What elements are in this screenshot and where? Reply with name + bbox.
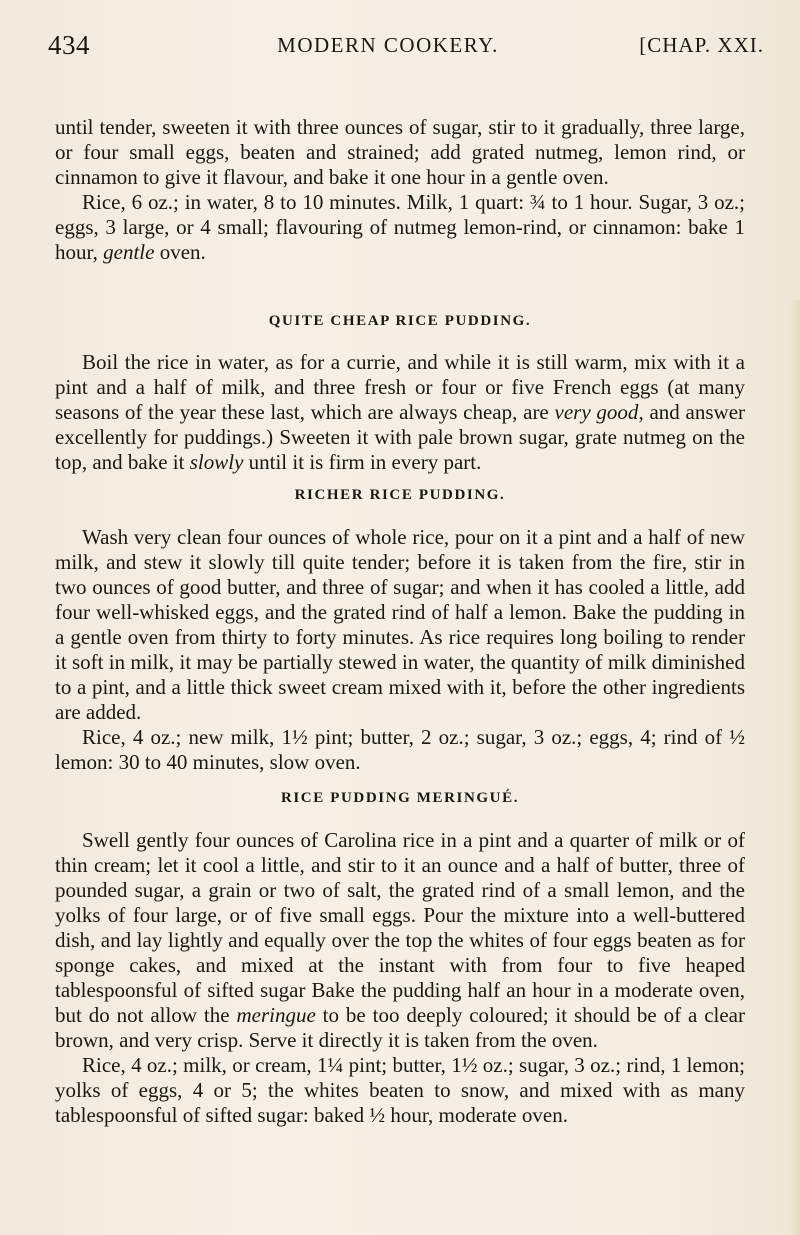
continued-recipe: [55, 115, 745, 265]
running-title: MODERN COOKERY.: [277, 33, 499, 57]
summary-emphasis: gentle: [103, 240, 155, 264]
recipe-body-richer: [55, 525, 745, 775]
recipe-summary: Rice, 4 oz.; milk, or cream, 1¼ pint; butter, 1½ oz.; sugar, 3 oz.; rind, 1 lemon; yolks of eggs, 4 or 5; the whites beaten to snow, and mixed with as many tablespoonsful of sifted sugar: baked ½ hour, moderate oven.: [55, 1053, 745, 1127]
recipe-rice-pudding-meringue: [55, 790, 745, 807]
running-header: [48, 30, 764, 70]
recipe-richer-rice-pudding: [55, 487, 745, 504]
recipe-quite-cheap-rice-pudding: [55, 313, 745, 330]
recipe-paragraph: [55, 350, 745, 475]
recipe-paragraph: [55, 828, 745, 1053]
paragraph-text: Swell gently four ounces of Carolina rice in a pint and a quarter of milk or of thin cream; let it cool a little, and stir to it an ounce and a half of butter, three of pounded sugar, a grain or two of salt, the grated rind of a small lemon, and the yolks of four large, or of five small eggs. Pour the mixture into a well-buttered dish, and lay lightly and equally over the top the whites of four eggs beaten as for sponge cakes, and mixed at the instant with from four to five heaped tablespoonsful of sifted sugar Bake the pudding half an hour in a moderate oven, but do not allow the: [55, 828, 745, 1027]
recipe-heading: QUITE CHEAP RICE PUDDING.: [268, 313, 532, 329]
recipe-heading: RICE PUDDING MERINGUÉ.: [280, 790, 520, 806]
recipe-paragraph: Wash very clean four ounces of whole rice, pour on it a pint and a half of new milk, and stew it slowly till quite tender; before it is taken from the fire, stir in two ounces of good butter, and three of sugar; and when it has cooled a little, add four well-whisked eggs, and the grated rind of half a lemon. Bake the pudding in a gentle oven from thirty to forty minutes. As rice requires long boiling to render it soft in milk, it may be partially stewed in water, the quantity of milk diminished to a pint, and a little thick sweet cream mixed with it, before the other ingredients are added.: [55, 525, 745, 724]
summary-text: Rice, 6 oz.; in water, 8 to 10 minutes. Milk, 1 quart: ¾ to 1 hour. Sugar, 3 oz.; eggs, 3 large, or 4 small; flavouring of nutmeg lemon-rind, or cinnamon: bake 1 hour,: [55, 190, 745, 264]
recipe-heading: RICHER RICE PUDDING.: [294, 487, 506, 503]
recipe-summary: Rice, 4 oz.; new milk, 1½ pint; butter, 2 oz.; sugar, 3 oz.; eggs, 4; rind of ½ lemon: 30 to 40 minutes, slow oven.: [55, 725, 745, 774]
paragraph-text: , and answer excellently for puddings.) Sweeten it with pale brown sugar, grate nutmeg on the top, and bake it: [55, 400, 746, 474]
paragraph-emphasis: slowly: [189, 450, 244, 474]
continued-summary: [55, 190, 745, 265]
paragraph-emphasis: very good: [554, 400, 639, 424]
page-edge-stain: [790, 300, 800, 1235]
paragraph-text: Boil the rice in water, as for a currie, and while it is still warm, mix with it a pint and a half of milk, and three fresh or four or five French eggs (at many seasons of the year these last, which are always cheap, are: [55, 350, 745, 424]
page-number: 434: [48, 30, 90, 60]
paragraph-emphasis: meringue: [236, 1003, 316, 1027]
continued-paragraph: until tender, sweeten it with three ounces of sugar, stir to it gradually, three large, or four small eggs, beaten and strained; add grated nutmeg, lemon rind, or cinnamon to give it flavour, and bake it one hour in a gentle oven.: [55, 115, 745, 189]
paragraph-text: until it is firm in every part.: [243, 450, 482, 474]
recipe-body-quite-cheap: [55, 350, 745, 475]
summary-text-end: oven.: [154, 240, 206, 264]
recipe-body-meringue: [55, 828, 745, 1128]
chapter-reference: [CHAP. XXI.: [639, 33, 764, 57]
paragraph-text: to be too deeply coloured; it should be of a clear brown, and very crisp. Serve it directly it is taken from the oven.: [55, 1003, 745, 1052]
